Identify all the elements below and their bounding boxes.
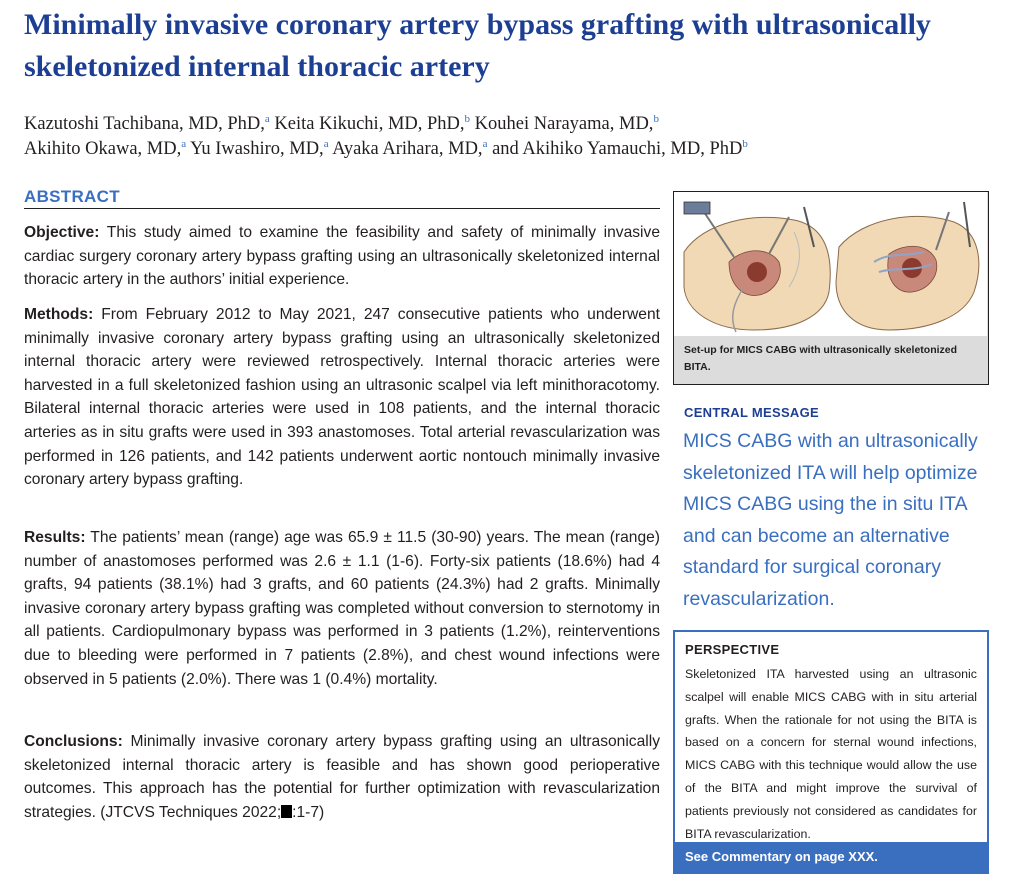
abstract-methods — [24, 303, 660, 492]
abstract-objective — [24, 221, 660, 292]
author-name: Yu Iwashiro, MD, — [190, 139, 324, 159]
perspective-box — [673, 630, 989, 874]
affiliation-marker: a — [482, 137, 488, 150]
affiliation-marker: a — [323, 137, 329, 150]
section-label: Methods: — [24, 306, 94, 323]
figure-caption: Set-up for MICS CABG with ultrasonically skeletonized BITA. — [684, 344, 958, 373]
graphical-abstract-figure — [673, 191, 989, 385]
author-name: Akihito Okawa, MD, — [24, 139, 182, 159]
affiliation-marker: b — [742, 137, 748, 150]
section-label: Conclusions: — [24, 733, 123, 750]
central-message-text: MICS CABG with an ultrasonically skeletonized ITA will help optimize MICS CABG using the in situ ITA and can become an alternative standard for surgical coronary revascularization. — [683, 430, 978, 610]
section-text: This study aimed to examine the feasibility and safety of minimally invasive cardiac surgery coronary artery bypass grafting using an ultrasonically skeletonized internal thoracic artery in the authors’ initial experience. — [24, 224, 660, 289]
author-name: Keita Kikuchi, MD, PhD, — [274, 114, 465, 134]
author-conjunction: and — [492, 139, 519, 159]
author-list — [24, 112, 1004, 162]
commentary-link[interactable]: See Commentary on page XXX. — [675, 842, 987, 872]
affiliation-marker: a — [264, 112, 270, 125]
abstract-heading: ABSTRACT — [24, 187, 660, 209]
affiliation-marker: b — [653, 112, 659, 125]
article-title: Minimally invasive coronary artery bypass grafting with ultrasonically skeletonized internal thoracic artery — [24, 8, 931, 83]
author-name: Ayaka Arihara, MD, — [332, 139, 483, 159]
abstract-results — [24, 526, 660, 691]
citation: (JTCVS Techniques 2022; :1-7) — [100, 803, 325, 821]
section-label: Objective: — [24, 224, 100, 241]
perspective-heading: PERSPECTIVE — [685, 642, 780, 657]
author-name: Kazutoshi Tachibana, MD, PhD, — [24, 114, 265, 134]
affiliation-marker: a — [181, 137, 187, 150]
affiliation-marker: b — [464, 112, 471, 125]
citation-volume-placeholder — [281, 805, 292, 818]
author-name: Kouhei Narayama, MD, — [474, 114, 654, 134]
perspective-text: Skeletonized ITA harvested using an ultrasonic scalpel will enable MICS CABG with in situ arterial grafts. When the rationale for not using the BITA is based on a concern for sternal wound infections, MICS CABG with this technique would allow the use of the BITA and might improve the survival of patients previously not considered as candidates for BITA revascularization. — [685, 667, 977, 841]
central-message-heading: CENTRAL MESSAGE — [684, 405, 819, 420]
section-label: Results: — [24, 529, 86, 546]
section-text: From February 2012 to May 2021, 247 consecutive patients who underwent minimally invasive coronary artery bypass grafting using an ultrasonically skeletonized internal thoracic artery were reviewed retrospectively. Internal thoracic arteries were harvested in a full skeletonized fashion using an ultrasonic scalpel via left minithoracotomy. Bilateral internal thoracic arteries were used in 108 patients, and the internal thoracic arteries as in situ grafts were used in 393 anastomoses. Total arterial revascularization was performed in 126 patients, and 142 patients underwent aortic nontouch minimally invasive coronary artery bypass grafting. — [24, 306, 660, 489]
section-text: Minimally invasive coronary artery bypass grafting using an ultrasonically skeletonized internal thoracic artery is feasible and has shown good perioperative outcomes. This approach has the potential for further optimization with revascularization strategies. — [24, 733, 661, 821]
section-text: The patients’ mean (range) age was 65.9 ± 11.5 (30-90) years. The mean (range) number of anastomoses performed was 2.6 ± 1.1 (1-6). Forty-six patients (18.6%) had 4 grafts, 94 patients (38.1%) had 3 grafts, and 60 patients (24.3%) had 2 grafts. Minimally invasive coronary artery bypass grafting was completed without conversion to sternotomy in all patients. Cardiopulmonary bypass was performed in 3 patients (1.2%), reinterventions due to bleeding were performed in 7 patients (2.8%), and chest wound infections were observed in 5 patients (2.0%). There was 1 (0.4%) mortality. — [24, 529, 660, 688]
abstract-conclusions — [24, 730, 660, 824]
surgical-setup-illustration — [674, 192, 987, 336]
author-name: Akihiko Yamauchi, MD, PhD — [522, 139, 743, 159]
